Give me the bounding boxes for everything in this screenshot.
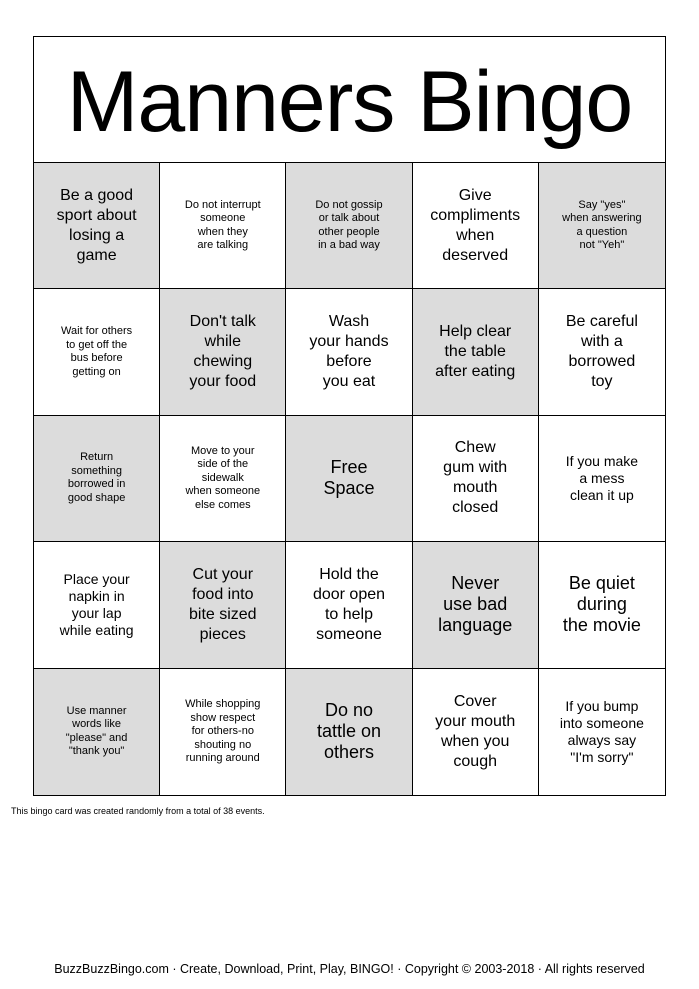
copyright-footer: BuzzBuzzBingo.com · Create, Download, Print, Play, BINGO! · Copyright © 2003-2018 · All rights reserved xyxy=(54,962,645,976)
bingo-cell-text: While shopping show respect for others-no shouting no running around xyxy=(185,698,261,765)
bingo-cell xyxy=(286,163,412,289)
bingo-cell xyxy=(160,416,286,542)
bingo-cell xyxy=(286,669,412,795)
bingo-cell xyxy=(539,542,665,668)
bingo-cell xyxy=(539,416,665,542)
bingo-cell xyxy=(34,289,160,415)
bingo-cell xyxy=(160,289,286,415)
bingo-cell xyxy=(34,669,160,795)
bingo-cell-text: Don't talk while chewing your food xyxy=(189,313,257,391)
generation-note: This bingo card was created randomly from a total of 38 events. xyxy=(11,806,265,816)
bingo-cell-text: Hold the door open to help someone xyxy=(312,565,386,643)
bingo-cell-text: Be a good sport about losing a game xyxy=(56,186,137,264)
bingo-cell-text: Never use bad language xyxy=(438,573,513,636)
bingo-cell-text: Wash your hands before you eat xyxy=(309,313,389,391)
bingo-cell xyxy=(160,542,286,668)
bingo-grid xyxy=(34,163,665,795)
bingo-cell xyxy=(539,669,665,795)
bingo-cell xyxy=(160,163,286,289)
bingo-cell-text: Use manner words like "please" and "thank you" xyxy=(65,704,128,758)
bingo-cell-text: Wait for others to get off the bus before getting on xyxy=(61,325,133,378)
bingo-cell xyxy=(34,542,160,668)
bingo-cell xyxy=(413,416,539,542)
bingo-cell-text: Be quiet during the movie xyxy=(562,573,641,636)
bingo-cell-text: Return something borrowed in good shape xyxy=(67,451,126,504)
bingo-cell xyxy=(286,416,412,542)
bingo-cell xyxy=(413,669,539,795)
bingo-cell-text: Be careful with a borrowed toy xyxy=(565,313,638,391)
bingo-cell-text: Move to your side of the sidewalk when someone else comes xyxy=(185,444,261,511)
bingo-cell-text: Do not interrupt someone when they are talking xyxy=(184,198,261,252)
bingo-cell xyxy=(413,289,539,415)
bingo-cell-text: Say "yes" when answering a question not "Yeh" xyxy=(562,198,642,252)
bingo-cell xyxy=(413,163,539,289)
bingo-cell xyxy=(286,289,412,415)
bingo-card xyxy=(33,36,666,796)
bingo-cell-text: Cut your food into bite sized pieces xyxy=(188,565,257,643)
bingo-cell-text: Give compliments when deserved xyxy=(430,186,521,264)
bingo-cell-text: If you bump into someone always say "I'm sorry" xyxy=(559,697,644,765)
bingo-cell-text: Cover your mouth when you cough xyxy=(435,692,516,770)
bingo-cell xyxy=(286,542,412,668)
bingo-cell xyxy=(160,669,286,795)
bingo-cell xyxy=(34,163,160,289)
bingo-cell-text: Do no tattle on others xyxy=(316,700,382,763)
bingo-cell-text: Chew gum with mouth closed xyxy=(443,439,508,517)
bingo-cell-text: Help clear the table after eating xyxy=(435,323,516,381)
bingo-cell xyxy=(413,542,539,668)
bingo-cell-text: Place your napkin in your lap while eating xyxy=(59,570,134,638)
bingo-cell xyxy=(539,289,665,415)
bingo-cell-text: If you make a mess clean it up xyxy=(565,452,639,503)
bingo-cell xyxy=(539,163,665,289)
bingo-cell-text: Free Space xyxy=(323,457,375,499)
bingo-cell-text: Do not gossip or talk about other people in a bad way xyxy=(315,198,383,252)
bingo-cell xyxy=(34,416,160,542)
card-title: Manners Bingo xyxy=(34,37,665,163)
